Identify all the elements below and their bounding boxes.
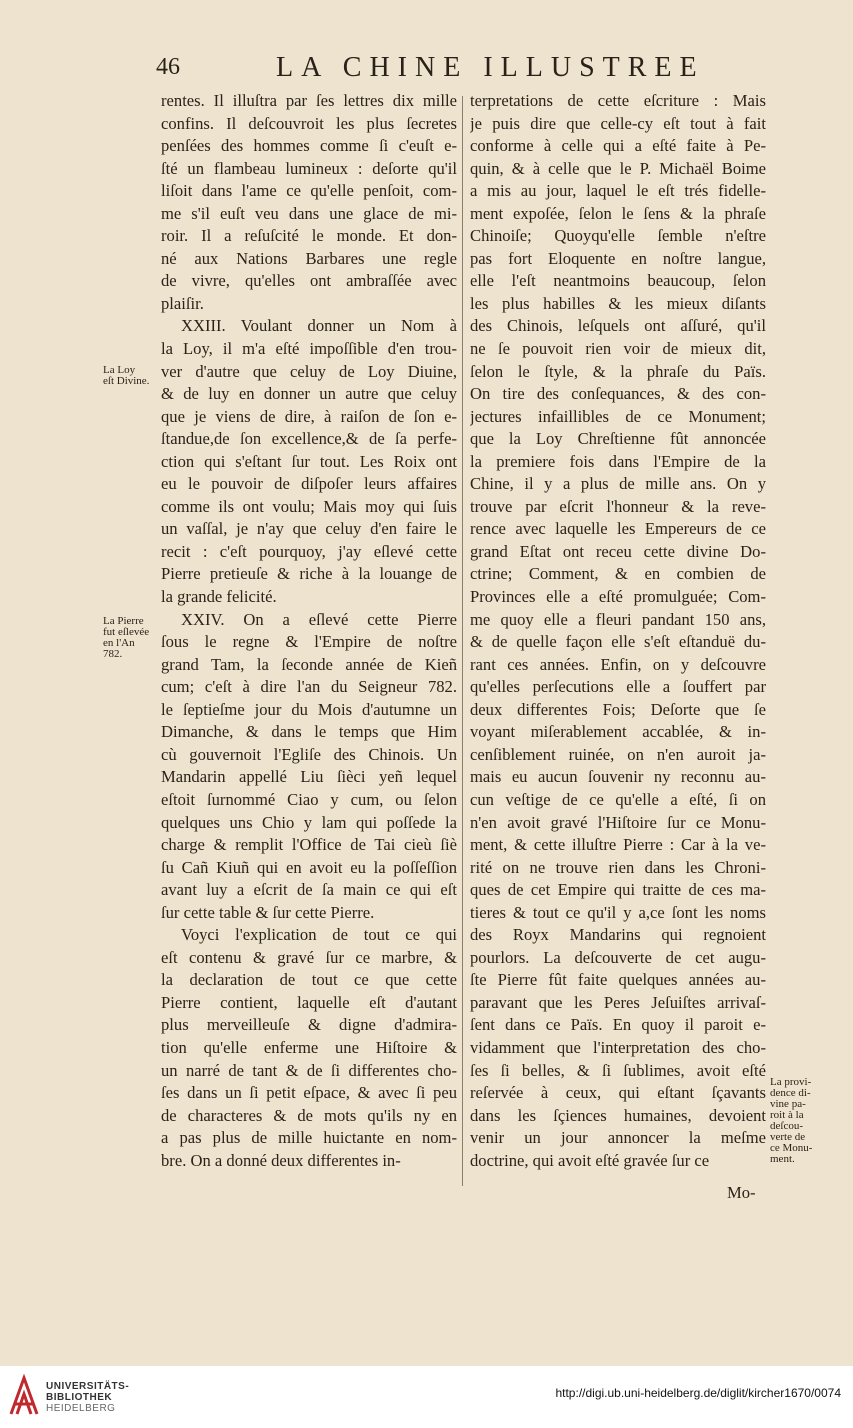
text-line: n'en avoit gravé l'Hiſtoire ſur ce Monu- [470,812,766,832]
text-line: la grande felicité. [161,587,277,607]
text-line: ſtandue,de ſon excellence,& de ſa perfe- [161,429,457,449]
text-line: que je viens de dire, à raiſon de ſon e- [161,406,457,426]
margin-note-loy-divine [103,365,149,387]
text-line: des Chinois, leſquels ont aſſuré, qu'il [470,316,766,336]
text-line: Pierre pretieuſe & riche à la louange de [161,564,457,584]
text-line: me quoy elle a fleuri pandant 150 ans, [470,609,766,629]
margin-note-line: ce Monu- [770,1142,813,1154]
text-line: Pierre contient, laquelle eſt d'autant [161,992,457,1012]
text-line: ſelon le ſtyle, & la phraſe du Païs. [470,361,766,381]
institution-line: BIBLIOTHEK [46,1392,113,1403]
text-line: Chinoiſe; Quoyqu'elle ſemble n'eſtre [470,226,766,246]
footer-bar [0,1366,853,1428]
text-line: confins. Il deſcouvroit les plus ſecretes [161,113,457,133]
institution-line: UNIVERSITÄTS- [46,1381,130,1392]
text-line: plaiſir. [161,293,204,313]
text-line: ctrine; Comment, & en combien de [470,564,766,584]
text-line: eſt contenu & gravé ſur ce marbre, & [161,947,457,967]
text-line: la Loy, il m'a eſté impoſſible d'en trou- [161,339,457,359]
text-line: pas fort Eloquente en noſtre langue, [470,248,766,268]
margin-note-line: roit à la [770,1109,804,1121]
text-line: dans les ſçiences humaines, devoient [470,1105,766,1125]
text-line: terpretations de cette eſcriture : Mais [470,91,766,110]
text-line: liſoit dans l'ame ce qu'elle penſoit, com- [161,181,457,201]
text-line: voyant miſerablement accablée, & in- [470,722,766,742]
text-line: ſté un flambeau lumineux : deſorte qu'il [161,158,457,178]
text-line: roir. Il a reſuſcité le monde. Et don- [161,226,457,246]
text-line: avant luy a eſcrit de ſa main ce qui eſt [161,880,457,900]
source-url-link[interactable]: http://digi.ub.uni-heidelberg.de/diglit/kircher1670/0074 [555,1386,841,1400]
institution-line: HEIDELBERG [46,1403,116,1414]
text-line: tieres & tout ce qu'il y a,ce ſont les noms [470,902,766,922]
text-line: jectures infaillibles de ce Monument; [470,406,766,426]
text-line: qu'elles perſecutions elle a ſouffert par [470,677,766,697]
text-line: trouve par eſcrit l'honneur & la reve- [470,496,766,516]
text-line: de characteres & de mots qu'ils ny en [161,1105,457,1125]
margin-note-line: La Loy [103,364,136,376]
margin-note-line: dence di- [770,1087,811,1099]
text-line: recit : c'eſt pourquoy, j'ay eſlevé cette [161,541,457,561]
text-line: ction qui s'eſtant ſur tout. Les Roix ont [161,451,457,471]
text-line: la premiere fois dans l'Empire de la [470,451,766,471]
text-line: me s'il euſt veu dans une glace de mi- [161,203,457,223]
text-line: On tire des conſequances, & des con- [470,384,766,404]
text-line: pourlors. La deſcouverte de cet augu- [470,947,766,967]
text-line: que la Loy Chreſtienne fût annoncée [470,429,766,449]
margin-note-line: La provi- [770,1076,812,1088]
text-line: ne ſe pouvoit rien voir de mieux dit, [470,339,766,359]
text-line: ſent dans ce Païs. En quoy il paroit e- [470,1015,766,1035]
text-line: eu le pouvoir de diſpoſer leurs affaires [161,474,457,494]
margin-note-line: verte de [770,1131,806,1143]
text-line: elle l'eſt neantmoins beaucoup, ſelon [470,271,766,291]
text-line: comme ils ont voulu; Mais moy qui ſuis [161,496,457,516]
text-line: quin, & à celle que le P. Michaël Boime [470,158,766,178]
text-line: la declaration de tout ce que cette [161,970,457,990]
margin-note-line: ment. [770,1153,795,1165]
text-line: grand Eſtat ont receu cette divine Do- [470,541,766,561]
university-logo-icon [8,1374,40,1418]
page-header [150,52,705,92]
text-line: mais eu aucun ſouvenir ny reconnu au- [470,767,766,787]
text-line: ver d'autre que celuy de Loy Diuine, [161,361,457,381]
text-line: rence avec laquelle les Empereurs de ce [470,519,766,539]
text-line: reſervée à ceux, qui eſtant ſçavants [470,1083,766,1103]
text-line: Dimanche, & dans le temps que Him [161,722,457,742]
text-line: des Royx Mandarins qui regnoient [470,925,766,945]
text-line: a mis au jour, laquel le eſt trés fidelle- [470,181,766,201]
margin-note-line: La Pierre [103,615,144,627]
text-line: & de quelle façon elle s'eſt eſtanduë du- [470,632,766,652]
text-line: deux differentes Fois; Deſorte que ſe [470,699,766,719]
column-divider [462,96,463,1186]
text-line: venir un jour annoncer la meſme [470,1128,766,1148]
margin-note-line: fut eſlevée [103,626,150,638]
text-line: Provinces elle a eſté promulguée; Com- [470,587,766,607]
text-line: conforme à celle qui a eſté faite à Pe- [470,136,766,156]
text-line: cun veſtige de ce qu'elle a eſté, ſi on [470,789,766,809]
text-line: je puis dire que celle-cy eſt tout à fait [470,113,766,133]
running-title: LA CHINE ILLUSTREE [276,52,705,83]
text-line: & de luy en donner un autre que celuy [161,384,457,404]
text-line: cum; c'eſt à dire l'an du Seigneur 782. [161,677,457,697]
text-line: un narré de tant & de ſi differentes cho- [161,1060,457,1080]
text-line: ment expoſée, ſelon le ſens & la phraſe [470,203,766,223]
text-line: vidamment que l'interpretation des cho- [470,1037,766,1057]
text-line: a pas plus de mille huictante en nom- [161,1128,457,1148]
margin-note-line: 782. [103,648,123,660]
text-line: ſte Pierre fût faite quelques années au- [470,970,766,990]
text-line: penſées des hommes comme ſi c'euſt e- [161,136,457,156]
text-line: de vivre, qu'elles ont ambraſſée avec [161,271,457,291]
text-line: ſes dans un ſi petit eſpace, & avec ſi peu [161,1083,457,1103]
catchword: Mo- [727,1183,756,1202]
margin-note-pierre-782 [103,616,149,660]
text-line: tion qu'elle enferme une Hiſtoire & [161,1037,457,1057]
text-line: les plus habilles & les mieux diſants [470,293,766,313]
text-line: grand Tam, la ſeconde année de Kieñ [161,654,457,674]
text-line: Mandarin appellé Liu ſièci yeñ lequel [161,767,457,787]
text-line: plus merveilleuſe & digne d'admira- [161,1015,457,1035]
text-line: XXIV. On a eſlevé cette Pierre [181,609,457,629]
text-line: rentes. Il illuſtra par ſes lettres dix mille [161,91,457,110]
text-line: ſur cette table & ſur cette Pierre. [161,902,375,922]
text-line: cenſiblement ruinée, on n'en auroit ja- [470,744,766,764]
text-line: Chine, il y a plus de mille ans. On y [470,474,766,494]
text-line: ſu Cañ Kiuñ qui en avoit eu la poſſeſſion [161,857,457,877]
text-line: rité on ne trouve rien dans les Chroni- [470,857,766,877]
page-number: 46 [156,54,180,80]
text-line: eſtoit ſurnommé Ciao y cum, ou ſelon [161,789,457,809]
margin-note-providence [770,1077,812,1165]
left-text-column [161,90,457,1172]
margin-note-line: deſcou- [770,1120,803,1132]
text-line: un vaſſal, je n'ay que celuy d'en faire le [161,519,457,539]
institution-name [46,1381,129,1414]
text-line: rant ces années. Enfin, on y deſcouvre [470,654,766,674]
text-line: doctrine, qui avoit eſté gravée ſur ce [470,1150,710,1170]
text-line: né aux Nations Barbares une regle [161,248,457,268]
margin-note-line: eſt Divine. [103,375,150,387]
text-line: paravant que les Peres Jeſuiſtes arrivaſ- [470,992,766,1012]
text-line: Voyci l'explication de tout ce qui [181,925,457,945]
text-line: XXIII. Voulant donner un Nom à [181,316,457,336]
text-line: le ſeptieſme jour du Mois d'autumne un [161,699,457,719]
text-line: cù gouvernoit l'Egliſe des Chinois. Un [161,744,457,764]
text-line: bre. On a donné deux differentes in- [161,1150,401,1170]
text-line: ques de cet Empire qui traitte de ces ma- [470,880,766,900]
right-text-column [470,90,766,1172]
margin-note-line: vine pa- [770,1098,806,1110]
text-line: charge & remplit l'Office de Tai cieù ſiè [161,835,457,855]
text-line: quelques uns Chio y lam qui poſſede la [161,812,457,832]
margin-note-line: en l'An [103,637,135,649]
text-line: ment, & cette illuſtre Pierre : Car à la ve- [470,835,766,855]
text-line: ſous le regne & l'Empire de noſtre [161,632,457,652]
text-line: ſes ſi belles, & ſi ſublimes, avoit eſté [470,1060,766,1080]
